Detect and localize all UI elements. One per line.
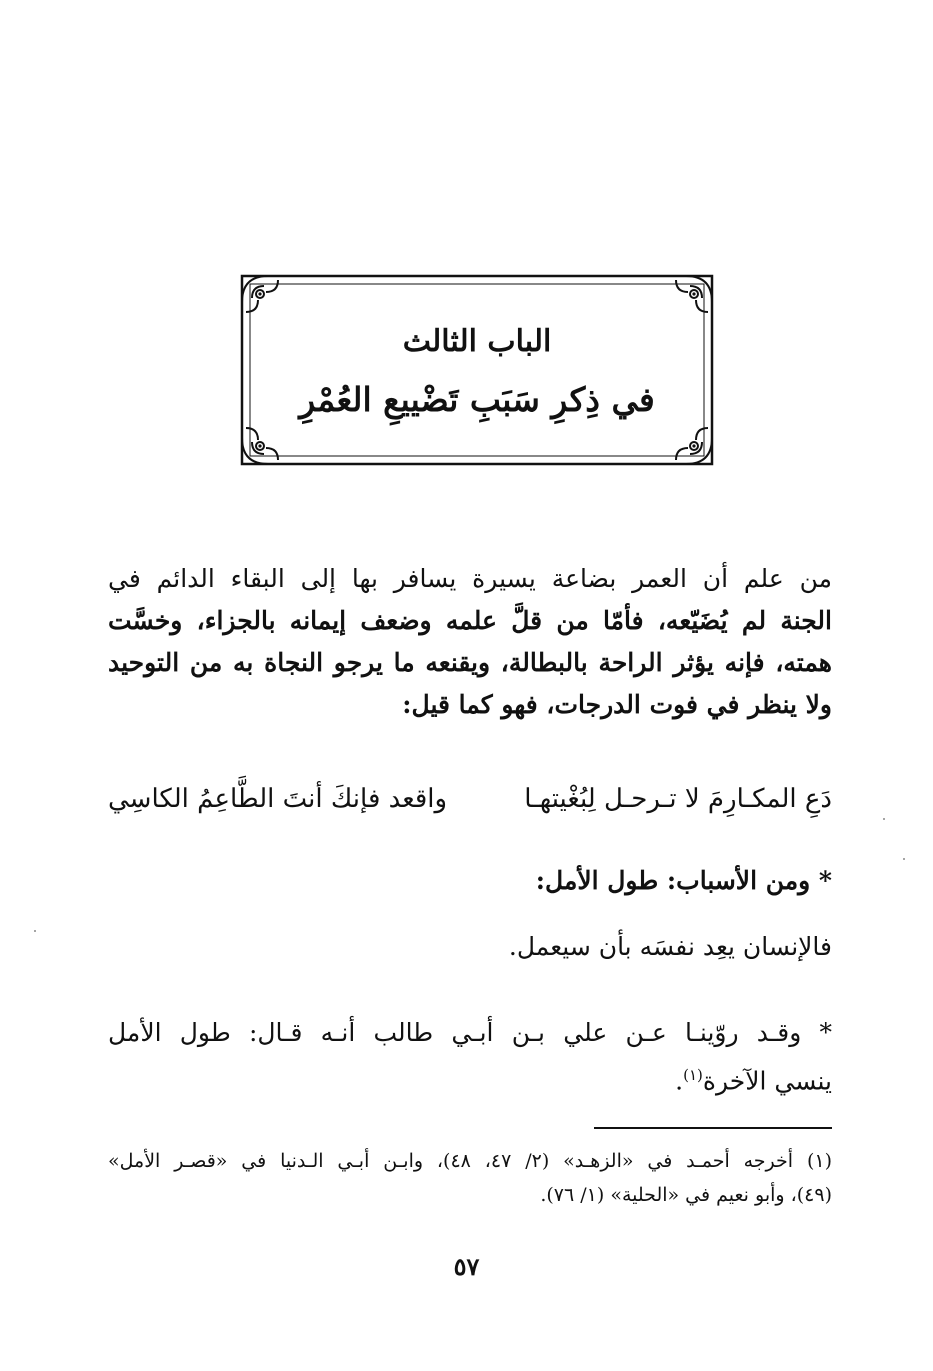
paragraph-intro [108, 558, 832, 726]
paragraph-line: همته، فإنه يؤثر الراحة بالبطالة، ويقنعه ما يرجو النجاة به من التوحيد [108, 648, 832, 677]
scan-speck [883, 818, 885, 820]
verse-first-hemistich: دَعِ المكـارِمَ لا تـرحـل لِبُغْيتهـا [524, 784, 832, 814]
scan-speck [34, 930, 36, 932]
chapter-title: الباب الثالث [402, 324, 552, 359]
footnote-line: (١) أخرجه أحمـد في «الزهـد» (٢/ ٤٧، ٤٨)، وابـن أبـي الـدنيا في «قصـر الأمل» [108, 1150, 832, 1172]
page-number: ٥٧ [453, 1252, 480, 1281]
paragraph-line: * وقـد روّينـا عـن علي بـن أبـي طالب أنـه قـال: طول الأمل [108, 1018, 832, 1047]
scan-speck [903, 858, 905, 860]
quote-period: . [675, 1066, 684, 1096]
paragraph-line: الجنة لم يُضَيّعه، فأمّا من قلَّ علمه وضعف إيمانه بالجزاء، وخسَّت [108, 606, 832, 635]
footnote-divider [594, 1127, 832, 1129]
chapter-subtitle: في ذِكرِ سَبَبِ تَضْييعِ العُمْرِ [299, 380, 655, 419]
footnote-line: (٤٩)، وأبو نعيم في «الحلية» (١/ ٧٦). [540, 1184, 832, 1206]
section-heading-long-hope: * ومن الأسباب: طول الأمل: [535, 866, 832, 895]
poetry-verse [108, 784, 832, 826]
quote-text: ينسي الآخرة [702, 1066, 832, 1096]
chapter-title-frame [238, 272, 716, 468]
footnote [108, 1144, 832, 1212]
section-text: فالإنسان يعِد نفسَه بأن سيعمل. [508, 932, 832, 961]
paragraph-line: ولا ينظر في فوت الدرجات، فهو كما قيل: [402, 690, 832, 719]
paragraph-line: من علم أن العمر بضاعة يسيرة يسافر بها إلى البقاء الدائم في [108, 564, 832, 593]
ornamental-frame-icon [238, 272, 716, 468]
footnote-marker: (١) [683, 1066, 703, 1084]
verse-second-hemistich: واقعد فإنكَ أنتَ الطَّاعِمُ الكاسِي [108, 784, 448, 814]
paragraph-line [108, 1054, 832, 1102]
paragraph-ali-quote [108, 1012, 832, 1102]
